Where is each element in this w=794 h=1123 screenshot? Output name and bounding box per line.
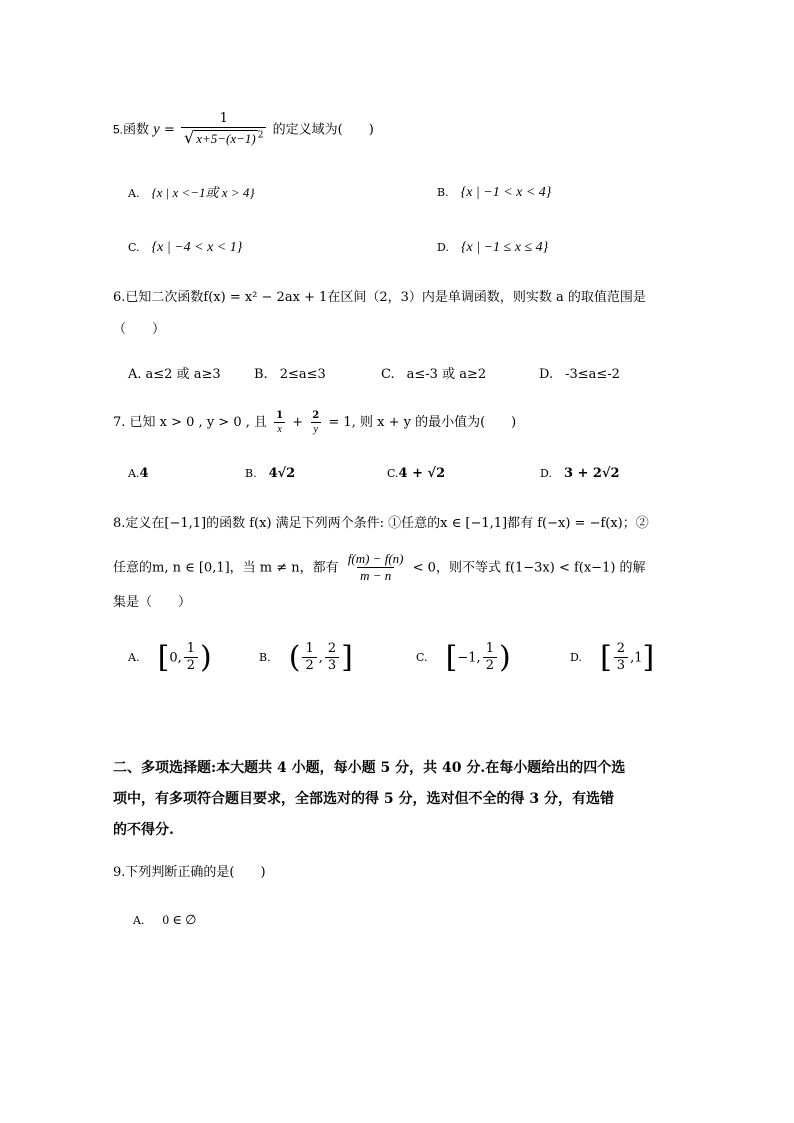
frac-den: 2 (184, 657, 198, 674)
option-text: {x | −1 ≤ x ≤ 4} (460, 240, 549, 255)
q7-f1-den: x (274, 422, 284, 436)
q5-eq: = (163, 122, 175, 138)
bracket-open: [ (445, 639, 458, 675)
option-label: B. (437, 186, 449, 199)
option-fraction (483, 642, 497, 674)
q6-option-c (381, 368, 486, 381)
option-label: B. (245, 467, 257, 480)
q8-fraction (345, 552, 407, 584)
option-label: A. (133, 914, 145, 927)
q5-exponent: 2 (257, 130, 264, 141)
option-text: 4 (139, 466, 149, 481)
q8-option-a (128, 639, 212, 675)
option-fraction (184, 642, 198, 674)
q8-frac-den: m − n (357, 567, 394, 584)
q7-f2-den: y (311, 422, 321, 436)
bracket-open: [ (157, 639, 170, 675)
question-5-stem (113, 112, 374, 152)
question-7-stem (113, 410, 516, 435)
option-text: -3≤a≤-2 (565, 367, 620, 382)
q5-tail: 的定义域为( ) (272, 122, 374, 138)
option-label: B. (259, 651, 271, 665)
q7-fraction-2 (309, 410, 322, 435)
q8-option-b (259, 639, 353, 675)
question-8-line-3: 集是（ ） (113, 595, 192, 610)
frac-den: 2 (483, 657, 497, 674)
option-a-prefix: 0, (169, 650, 182, 666)
q5-denominator (181, 127, 266, 148)
q7-fraction-1 (273, 410, 286, 435)
q5-option-a (128, 186, 255, 200)
option-text: {x | −4 < x < 1} (151, 240, 243, 255)
q7-option-a (128, 467, 149, 480)
option-fraction (302, 642, 316, 674)
frac-num: 2 (327, 641, 337, 656)
option-label: C. (381, 367, 395, 382)
q7-f2-num: 2 (312, 410, 320, 421)
q8-line2-a: 任意的m, n ∈ [0,1]，当 m ≠ n，都有 (113, 560, 339, 576)
bracket-open: [ (600, 639, 612, 675)
frac-num: 1 (305, 641, 314, 656)
question-8-line-1: 8.定义在[−1,1]的函数 f(x) 满足下列两个条件: ①任意的x ∈ [−1,1]都有 f(−x) = −f(x)；② (113, 516, 649, 531)
q7-option-b (245, 467, 295, 480)
q5-lead: 函数 (123, 122, 150, 138)
question-6-paren: （ ） (113, 322, 166, 337)
q5-fraction (181, 112, 266, 148)
option-label: B. (254, 367, 268, 382)
section-2-line-3: 的不得分. (113, 822, 174, 838)
question-8-line-2 (113, 552, 646, 584)
option-label: A. (128, 367, 142, 382)
option-comma: , (318, 650, 323, 666)
option-text: 2≤a≤3 (279, 367, 326, 382)
q7-f1-num: 1 (276, 410, 284, 421)
q7-lead: 7. 已知 x > 0 , y > 0 , 且 (113, 415, 267, 430)
option-label: A. (128, 187, 140, 200)
bracket-close: ) (498, 639, 511, 675)
q7-option-d (540, 467, 620, 480)
q6-option-a (128, 368, 221, 381)
frac-num: 1 (186, 641, 195, 656)
option-text: {x | −1 < x < 4} (460, 185, 552, 200)
option-label: A. (128, 651, 140, 665)
frac-den: 2 (302, 657, 316, 674)
bracket-open: ( (288, 639, 301, 675)
bracket-close: ] (642, 639, 655, 675)
option-text: a≤-3 或 a≥2 (406, 367, 487, 382)
q5-radicand: x+5−(x−1) (196, 130, 256, 146)
option-fraction (614, 642, 628, 674)
q5-option-b (437, 186, 551, 200)
q7-option-c (387, 467, 445, 480)
q5-number: 5. (113, 122, 124, 137)
option-text: a≤2 或 a≥3 (145, 367, 221, 382)
q5-option-c (128, 241, 242, 255)
frac-num: 2 (616, 641, 626, 656)
q8-option-d (570, 639, 655, 675)
q9-option-a (133, 913, 196, 927)
bracket-close: ] (341, 639, 353, 675)
q7-mid: = 1, 则 x + y 的最小值为( ) (328, 415, 517, 430)
sqrt-sign-icon: √ (184, 127, 195, 147)
option-text: 4√2 (268, 466, 296, 481)
q8-option-c (416, 639, 511, 675)
bracket-close: ) (200, 639, 212, 675)
option-c-prefix: −1, (457, 650, 481, 666)
option-text: 4 + √2 (398, 466, 446, 481)
frac-den: 3 (614, 657, 628, 674)
option-text: 3 + 2√2 (563, 466, 620, 481)
option-fraction-2 (325, 642, 339, 674)
option-text: {x | x <−1或 x > 4} (151, 185, 255, 200)
option-label: C. (416, 651, 428, 665)
q5-y: y (153, 121, 160, 138)
option-label: A. (128, 467, 140, 480)
option-text: 0 ∈ ∅ (162, 912, 197, 927)
q8-frac-num: f(m) − f(n) (347, 551, 404, 566)
q7-plus: + (292, 415, 304, 430)
q6-option-d (539, 368, 620, 381)
q6-option-b (254, 368, 326, 381)
q5-numerator: 1 (219, 111, 228, 126)
option-label: C. (128, 241, 140, 254)
option-label: D. (570, 651, 582, 665)
section-2-line-1: 二、多项选择题:本大题共 4 小题，每小题 5 分，共 40 分.在每小题给出的四个选 (113, 760, 626, 776)
option-label: D. (437, 241, 449, 254)
frac-den: 3 (325, 657, 339, 674)
option-label: C. (387, 467, 399, 480)
section-2-line-2: 项中，有多项符合题目要求，全部选对的得 5 分，选对但不全的得 3 分，有选错 (113, 791, 614, 807)
question-6-stem: 6.已知二次函数f(x) = x² − 2ax + 1在区间（2，3）内是单调函数，则实数 a 的取值范围是 (113, 290, 646, 305)
q5-option-d (437, 241, 548, 255)
option-d-tail: ,1 (630, 650, 643, 666)
question-9-stem: 9.下列判断正确的是( ) (113, 865, 266, 880)
option-label: D. (539, 367, 554, 382)
option-label: D. (540, 467, 552, 480)
frac-num: 1 (485, 641, 494, 656)
q8-line2-b: < 0，则不等式 f(1−3x) < f(x−1) 的解 (412, 560, 646, 576)
